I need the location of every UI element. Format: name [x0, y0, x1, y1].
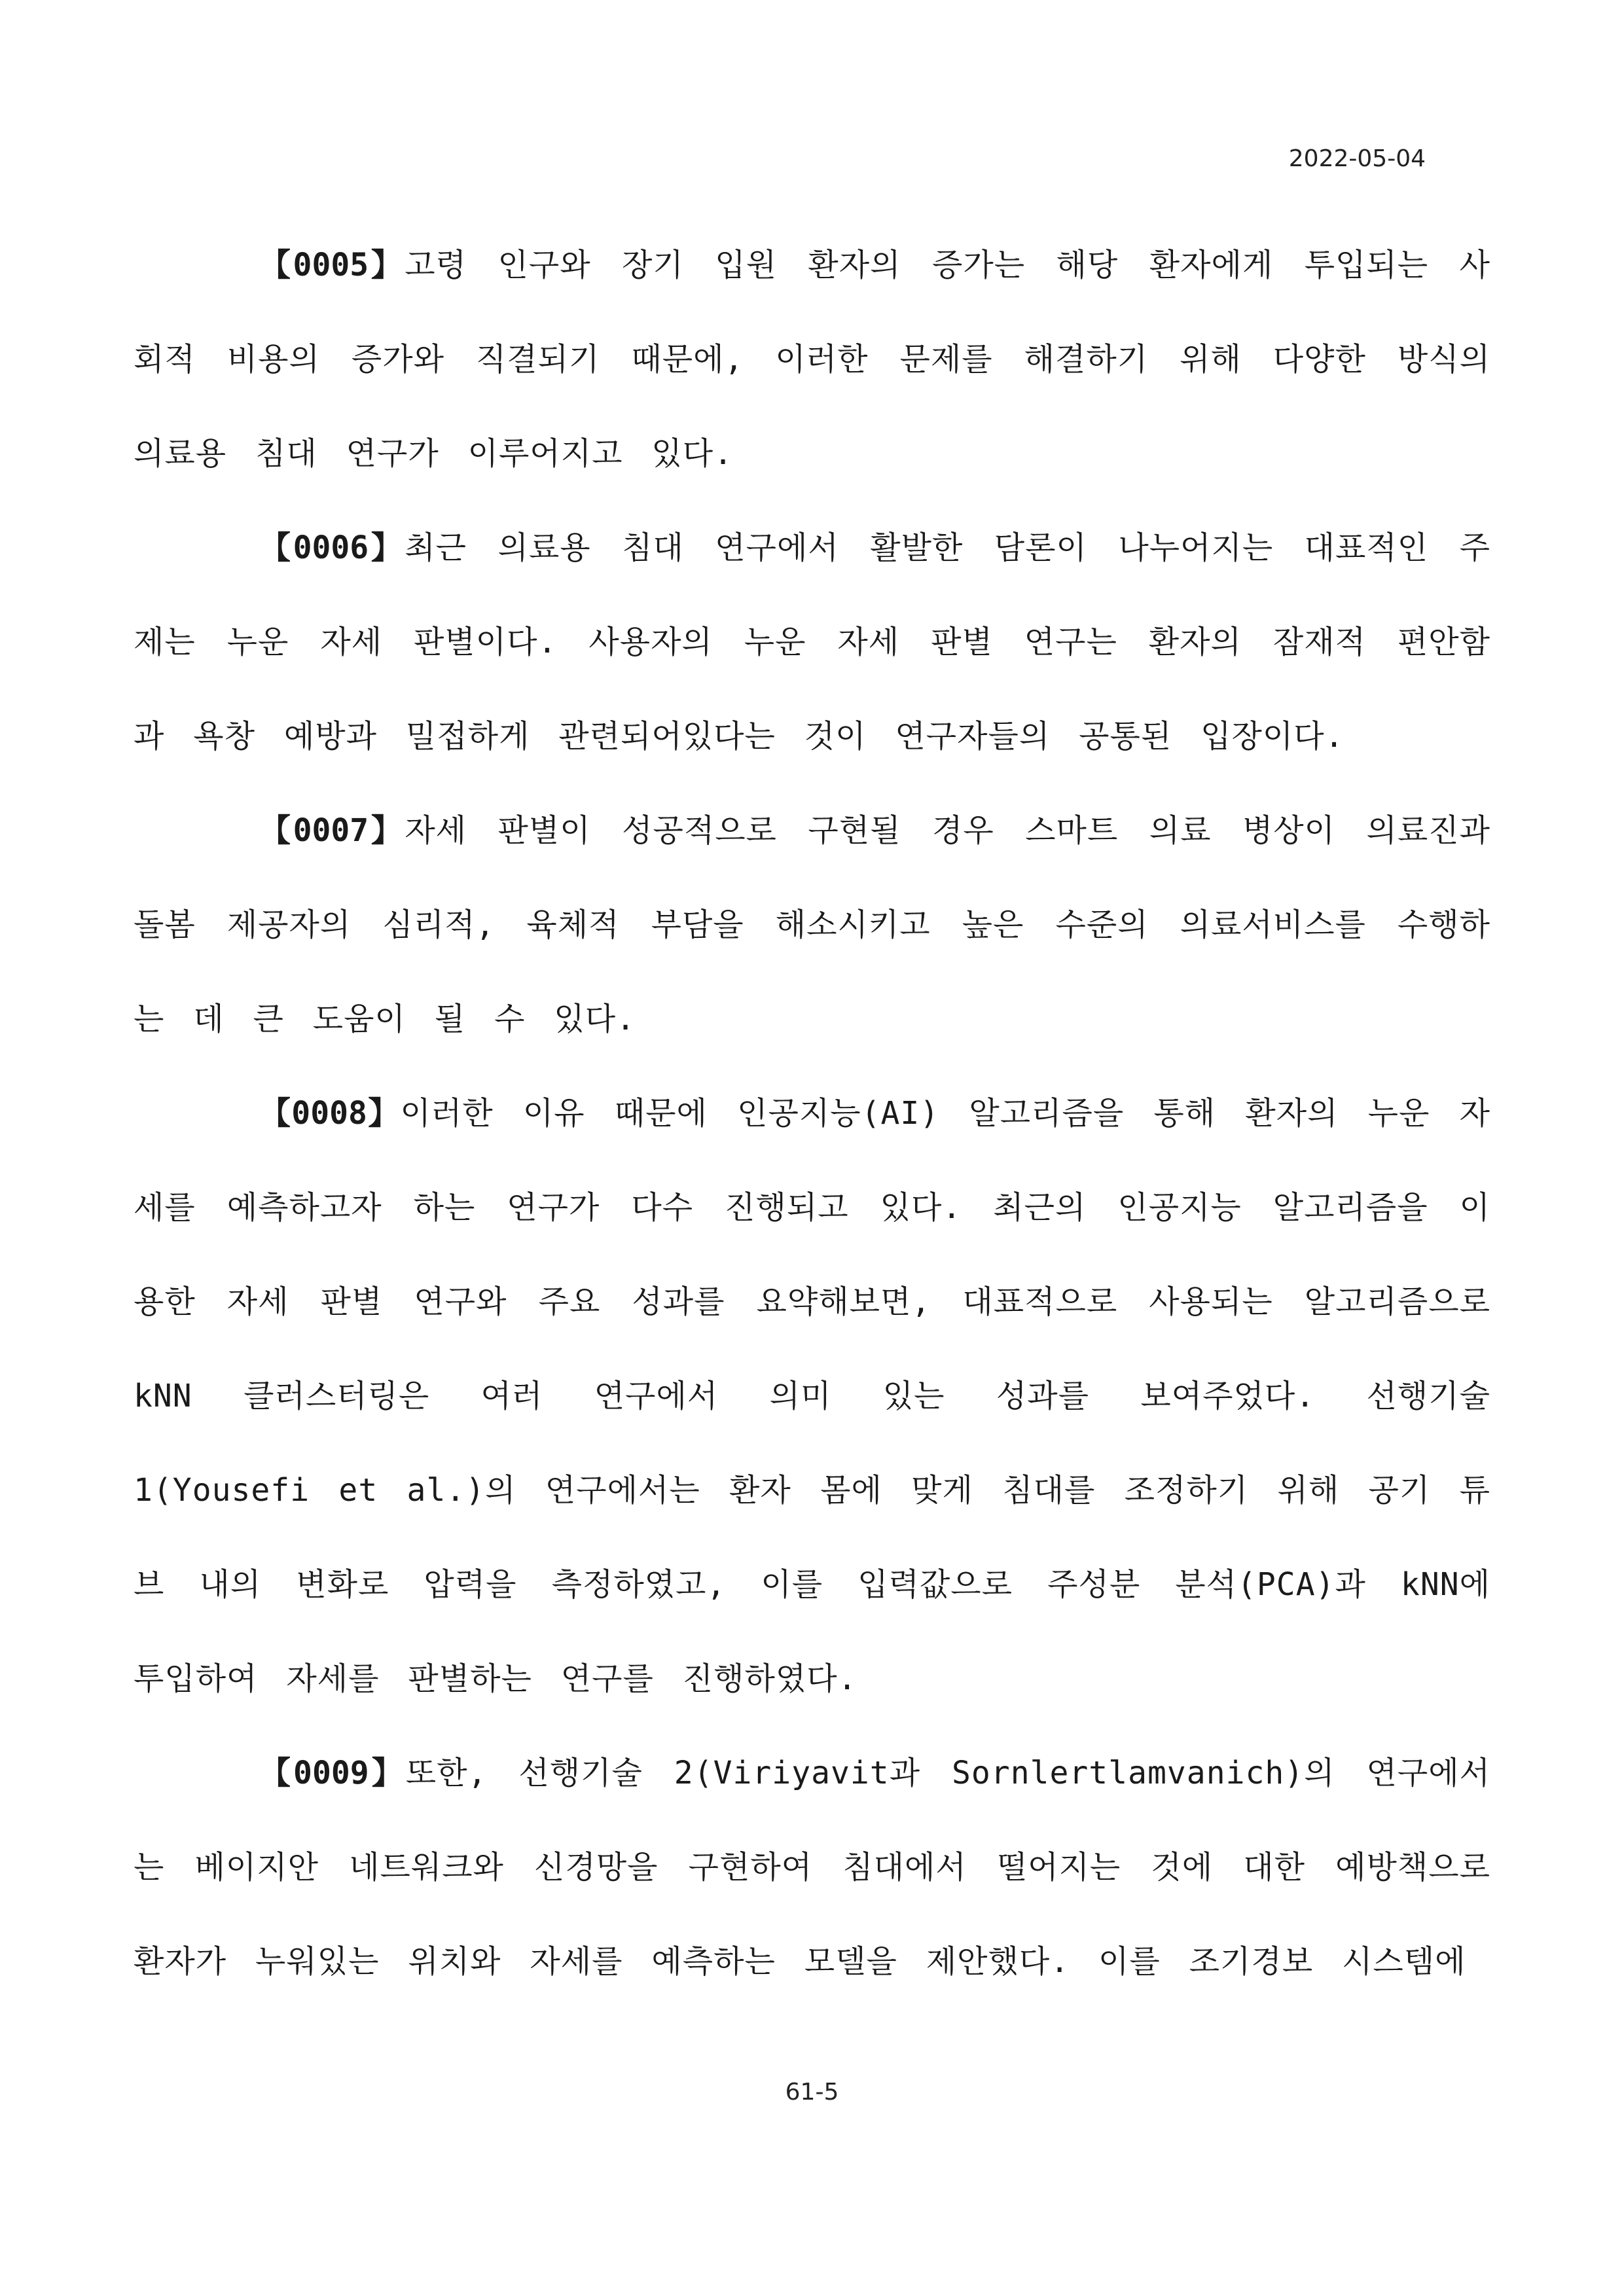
paragraph-text: 자세 판별이 성공적으로 구현될 경우 스마트 의료 병상이 의료진과 돌봄 제공자의 심리적, 육체적 부담을 해소시키고 높은 수준의 의료서비스를 수행하는 데 큰 도움이 될 수 있다.: [134, 812, 1490, 1037]
page-number: 61-5: [785, 2079, 839, 2106]
paragraph-0005: [134, 218, 1490, 501]
paragraph-text: 이러한 이유 때문에 인공지능(AI) 알고리즘을 통해 환자의 누운 자세를 예측하고자 하는 연구가 다수 진행되고 있다. 최근의 인공지능 알고리즘을 이용한 자세 판별 연구와 주요 성과를 요약해보면, 대표적으로 사용되는 알고리즘으로 kNN 클러스터링은 여러 연구에서 의미 있는 성과를 보여주었다. 선행기술 1(Yousefi et al.)의 연구에서는 환자 몸에 맞게 침대를 조정하기 위해 공기 튜브 내의 변화로 압력을 측정하였고, 이를 입력값으로 주성분 분석(PCA)과 kNN에 투입하여 자세를 판별하는 연구를 진행하였다.: [134, 1095, 1490, 1697]
paragraph-0009: [134, 1726, 1490, 2009]
paragraph-0006: [134, 501, 1490, 783]
paragraph-0008: [134, 1066, 1490, 1726]
paragraph-0007: [134, 783, 1490, 1066]
paragraph-text: 고령 인구와 장기 입원 환자의 증가는 해당 환자에게 투입되는 사회적 비용의 증가와 직결되기 때문에, 이러한 문제를 해결하기 위해 다양한 방식의 의료용 침대 연구가 이루어지고 있다.: [134, 247, 1490, 472]
paragraph-number: 【0005】: [259, 247, 405, 283]
paragraph-text: 최근 의료용 침대 연구에서 활발한 담론이 나누어지는 대표적인 주제는 누운 자세 판별이다. 사용자의 누운 자세 판별 연구는 환자의 잠재적 편안함과 욕창 예방과 밀접하게 관련되어있다는 것이 연구자들의 공통된 입장이다.: [134, 529, 1490, 755]
document-date: 2022-05-04: [1288, 145, 1426, 172]
document-body: [134, 218, 1490, 2009]
paragraph-number: 【0007】: [259, 812, 405, 849]
paragraph-number: 【0008】: [259, 1095, 401, 1132]
paragraph-number: 【0006】: [259, 529, 405, 566]
paragraph-number: 【0009】: [259, 1755, 406, 1791]
paragraph-text: 또한, 선행기술 2(Viriyavit과 Sornlertlamvanich)의 연구에서는 베이지안 네트워크와 신경망을 구현하여 침대에서 떨어지는 것에 대한 예방책으로 환자가 누워있는 위치와 자세를 예측하는 모델을 제안했다. 이를 조기경보 시스템에: [134, 1755, 1490, 1980]
